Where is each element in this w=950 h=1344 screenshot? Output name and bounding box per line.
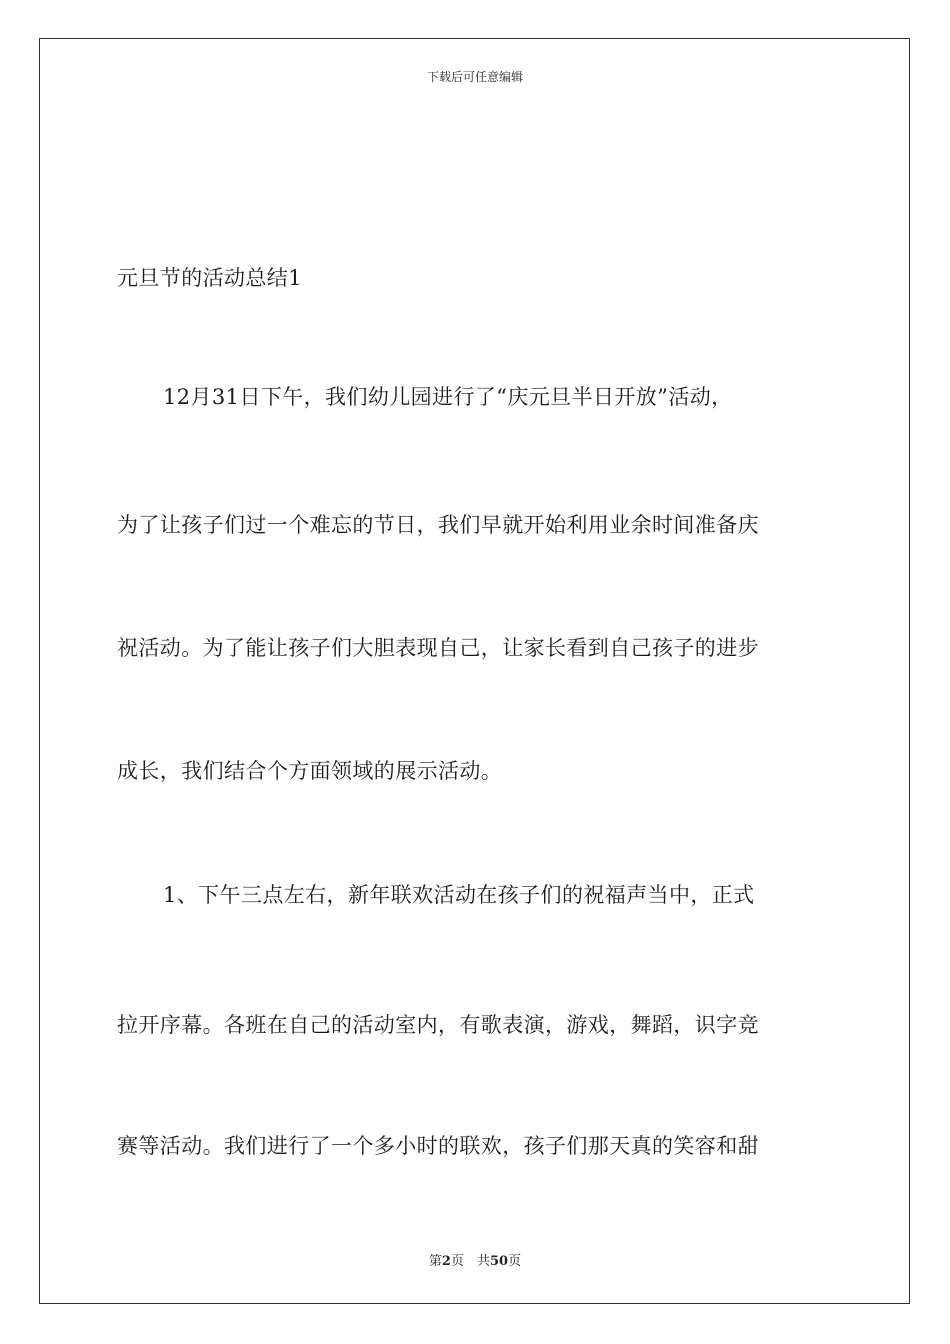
page-suffix: 页 xyxy=(508,1254,522,1269)
page-prefix: 第 xyxy=(428,1254,442,1269)
paragraph-1-line-2: 为了让孩子们过一个难忘的节日，我们早就开始利用业余时间准备庆 xyxy=(117,513,759,537)
page-number-footer xyxy=(0,1250,950,1269)
document-title: 元旦节的活动总结1 xyxy=(117,266,302,290)
paragraph-1-line-1: 12月31日下午，我们幼儿园进行了“庆元旦半日开放”活动， xyxy=(163,385,733,409)
page-current: 2 xyxy=(441,1254,451,1269)
paragraph-2-line-3: 赛等活动。我们进行了一个多小时的联欢，孩子们那天真的笑容和甜 xyxy=(117,1134,759,1158)
paragraph-2-line-2: 拉开序幕。各班在自己的活动室内，有歌表演，游戏，舞蹈，识字竞 xyxy=(117,1013,759,1037)
paragraph-1-line-3: 祝活动。为了能让孩子们大胆表现自己，让家长看到自己孩子的进步 xyxy=(117,636,759,660)
page-total: 50 xyxy=(489,1254,509,1269)
paragraph-1-line-4: 成长，我们结合个方面领域的展示活动。 xyxy=(117,759,503,783)
page-frame xyxy=(39,38,910,1304)
paragraph-2-line-1: 1、下午三点左右，新年联欢活动在孩子们的祝福声当中，正式 xyxy=(163,883,755,907)
header-note: 下载后可任意编辑 xyxy=(426,70,523,84)
page-mid: 页 共 xyxy=(450,1254,490,1269)
